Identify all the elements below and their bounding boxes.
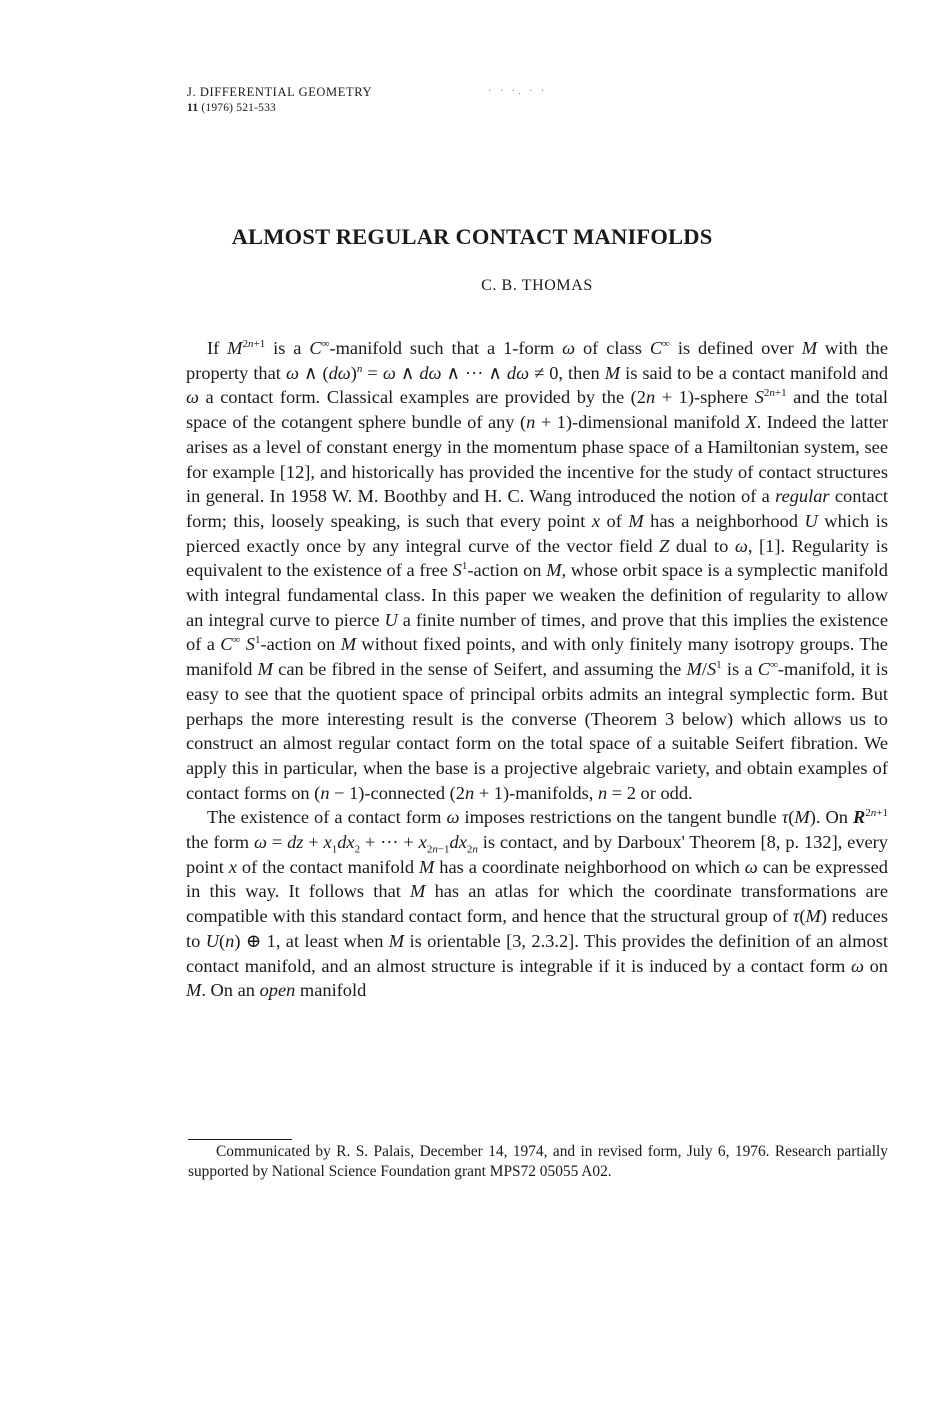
year-pages: (1976) 521-533 bbox=[201, 102, 277, 114]
paper-author: C. B. THOMAS bbox=[481, 277, 593, 294]
paragraph-1: If $M^{2n+1}$ is a C∞-manifold such that a 1-form ω of class C∞ is defined over M with the property that ω ∧ $(d\omega)^n = \omega$ ∧ dω ∧ ··· ∧ dω ≠ 0, then M is said to be a contact manifold and ω a contact form. Classical examples are provided by the (2n + 1)-sphere $S^{2n+1}$ and the total space of the cotangent sphere bundle of any (n + 1)-dimensional manifold X. Indeed the latter arises as a level of constant energy in the momentum phase space of a Hamiltonian system, see for example [12], and historically has provided the incentive for the study of contact structures in general. In 1958 W. M. Boothby and H. C. Wang introduced the notion of a regular contact form; this, loosely speaking, is such that every point x of M has a neighborhood U which is pierced exactly once by any integral curve of the vector field Z dual to ω, [1]. Regularity is equivalent to the existence of a free $S^1$-action on M, whose orbit space is a symplectic manifold with integral fundamental class. In this paper we weaken the definition of regularity to allow an integral curve to pierce U a finite number of times, and prove that this implies the existence of a C∞ $S^1$-action on M without fixed points, and with only finitely many isotropy groups. The manifold M can be fibred in the sense of Seifert, and assuming the $M/S^1$ is a C∞-manifold, it is easy to see that the quotient space of principal orbits admits an integral symplectic form. But perhaps the more interesting result is the converse (Theorem 3 below) which allows us to construct an almost regular contact form on the total space of a suitable Seifert fibration. We apply this in particular, when the base is a projective algebraic variety, and obtain examples of contact forms on (n − 1)-connected (2n + 1)-manifolds, n = 2 or odd. bbox=[186, 337, 889, 803]
footnote-rule bbox=[188, 1139, 292, 1140]
footnote-text: Communicated by R. S. Palais, December 14, 1974, and in revised form, July 6, 1976. Research partially supported by National Science Foundation grant MPS72 05055 A02. bbox=[188, 1143, 888, 1180]
paragraph-2: The existence of a contact form ω imposes restrictions on the tangent bundle τ(M). On $R^{2n+1}$ the form ω = dz + $x_1dx_2$ + ··· + $x_{2n-1}dx_{2n}$ is contact, and by Darboux' Theorem [8, p. 132], every point x of the contact manifold M has a coordinate neighborhood on which ω can be expressed in this way. It follows that M has an atlas for which the coordinate transformations are compatible with this standard contact form, and hence that the structural group of τ(M) reduces to U(n) ⊕ 1, at least when M is orientable [3, 2.3.2]. This provides the definition of an almost contact manifold, and an almost structure is integrable if it is induced by a contact form ω on M. On an open manifold bbox=[186, 807, 889, 1001]
journal-header bbox=[187, 84, 372, 116]
scan-specks: · · ·. · · bbox=[488, 86, 548, 97]
volume-number: 11 bbox=[187, 102, 199, 114]
paper-title: ALMOST REGULAR CONTACT MANIFOLDS bbox=[231, 224, 713, 249]
journal-name: J. DIFFERENTIAL GEOMETRY bbox=[187, 85, 373, 99]
journal-volume-line bbox=[187, 100, 372, 116]
footnote bbox=[188, 1142, 888, 1181]
body-text bbox=[186, 336, 888, 1003]
